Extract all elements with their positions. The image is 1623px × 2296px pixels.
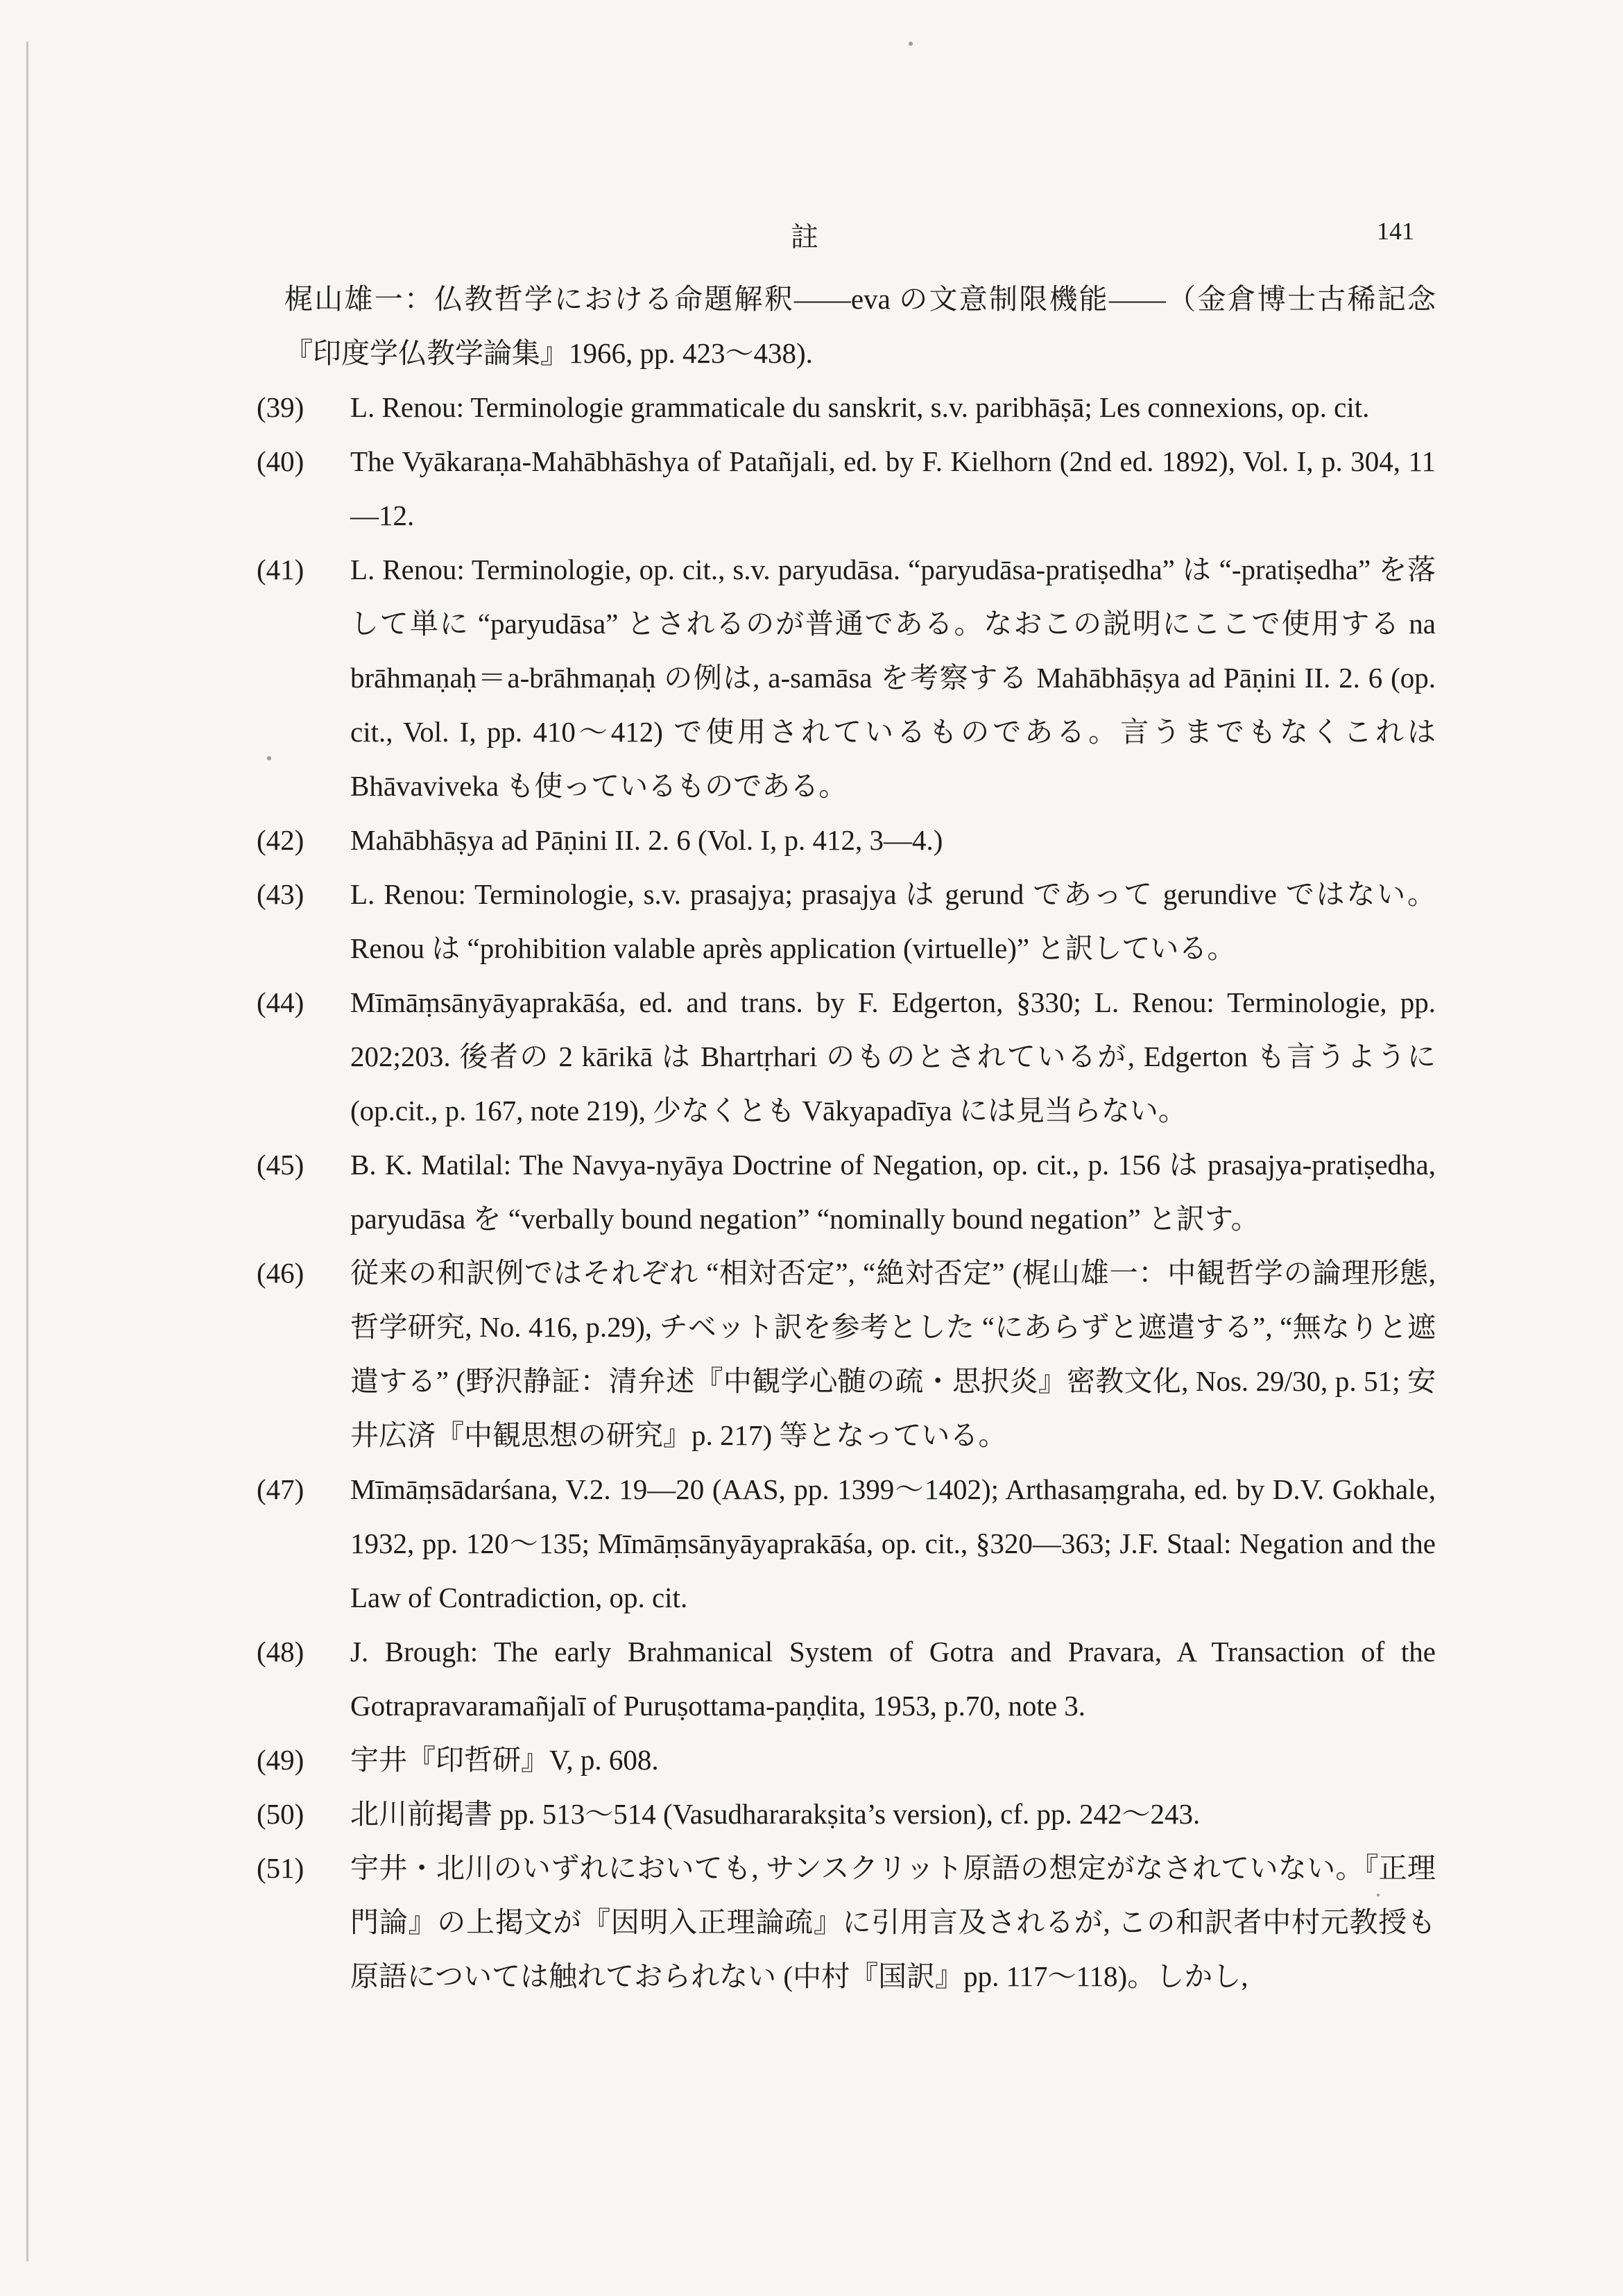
note-text: Mīmāṃsānyāyaprakāśa, ed. and trans. by F. Edgerton, §330; L. Renou: Terminologie, pp. 202;203. 後者の 2 kārikā は Bhartṛhari のものとされているが, Edgerton も言うように (op.cit., p. 167, note 219), 少なくとも Vākyapadīya には見当らない。 xyxy=(350,986,1436,1126)
note-text: 宇井『印哲研』V, p. 608. xyxy=(350,1744,659,1776)
note-38-continuation xyxy=(257,272,1436,380)
note-text: L. Renou: Terminologie, s.v. prasajya; prasajya は gerund であって gerundive ではない。Renou は “prohibition valable après application (virtuelle)” と訳している。 xyxy=(350,878,1436,964)
note-text: L. Renou: Terminologie, op. cit., s.v. paryudāsa. “paryudāsa-pratiṣedha” は “-pratiṣedha” を落して単に “paryudāsa” とされるのが普通である。なおこの説明にここで使用する na brāhmaṇaḥ＝a-brāhmaṇaḥ の例は, a-samāsa を考察する Mahābhāṣya ad Pāṇini II. 2. 6 (op. cit., Vol. I, pp. 410〜412) で使用されているものである。言うまでもなくこれは Bhāvaviveka も使っているものである。 xyxy=(350,554,1436,802)
note-text: L. Renou: Terminologie grammaticale du sanskrit, s.v. paribhāṣā; Les connexions, op. cit. xyxy=(350,391,1370,423)
note-text: 従来の和訳例ではそれぞれ “相対否定”, “絶対否定” (梶山雄一：中観哲学の論理形態, 哲学研究, No. 416, p.29), チベット訳を参考とした “にあらずと遮遣する”, “無なりと遮遣する” (野沢静証：清弁述『中観学心髄の疏・思択炎』密教文化, Nos. 29/30, p. 51; 安井広済『中観思想の研究』p. 217) 等となっている。 xyxy=(350,1257,1436,1451)
binding-edge xyxy=(26,42,28,2261)
note-number: (48) xyxy=(257,1636,304,1668)
page-header xyxy=(0,208,1623,264)
note-47 xyxy=(257,1462,1436,1625)
note-48 xyxy=(257,1625,1436,1733)
note-43 xyxy=(257,867,1436,975)
note-number: (45) xyxy=(257,1149,304,1181)
note-number: (51) xyxy=(257,1852,304,1884)
note-number: (49) xyxy=(257,1744,304,1776)
note-50 xyxy=(257,1787,1436,1841)
note-number: (46) xyxy=(257,1257,304,1289)
note-42 xyxy=(257,813,1436,867)
note-text: 宇井・北川のいずれにおいても, サンスクリット原語の想定がなされていない。『正理門論』の上掲文が『因明入正理論疏』に引用言及されるが, この和訳者中村元教授も原語については触れておられない (中村『国訳』pp. 117〜118)。しかし, xyxy=(350,1852,1436,1992)
note-number: (39) xyxy=(257,391,304,423)
note-49 xyxy=(257,1733,1436,1787)
note-46 xyxy=(257,1246,1436,1462)
note-number: (50) xyxy=(257,1798,304,1830)
scan-speck xyxy=(909,42,913,46)
note-40 xyxy=(257,434,1436,542)
note-41 xyxy=(257,542,1436,813)
note-51 xyxy=(257,1841,1436,2003)
note-44 xyxy=(257,975,1436,1138)
note-text: Mīmāṃsādarśana, V.2. 19—20 (AAS, pp. 1399〜1402); Arthasaṃgraha, ed. by D.V. Gokhale, 1932, pp. 120〜135; Mīmāṃsānyāyaprakāśa, op. cit., §320—363; J.F. Staal: Negation and the Law of Contradiction, op. cit. xyxy=(350,1473,1436,1613)
running-title: 註 xyxy=(791,221,818,252)
note-number: (41) xyxy=(257,554,304,585)
notes-list xyxy=(257,272,1436,2003)
note-number: (40) xyxy=(257,445,304,477)
scan-speck xyxy=(267,756,271,760)
note-number: (42) xyxy=(257,824,304,856)
note-45 xyxy=(257,1138,1436,1246)
note-number: (43) xyxy=(257,878,304,910)
page-number: 141 xyxy=(1377,217,1414,245)
note-text: Mahābhāṣya ad Pāṇini II. 2. 6 (Vol. I, p. 412, 3—4.) xyxy=(350,824,943,856)
note-text: 北川前掲書 pp. 513〜514 (Vasudhararakṣita’s version), cf. pp. 242〜243. xyxy=(350,1798,1201,1830)
note-text: The Vyākaraṇa-Mahābhāshya of Patañjali, ed. by F. Kielhorn (2nd ed. 1892), Vol. I, p. 304, 11—12. xyxy=(350,445,1436,531)
note-39 xyxy=(257,380,1436,434)
note-number: (47) xyxy=(257,1473,304,1505)
note-text: 梶山雄一：仏教哲学における命題解釈——eva の文意制限機能——（金倉博士古稀記念『印度学仏教学論集』1966, pp. 423〜438). xyxy=(284,283,1436,369)
scan-speck xyxy=(1377,1894,1380,1896)
note-text: J. Brough: The early Brahmanical System of Gotra and Pravara, A Transaction of the Gotrapravaramañjalī of Puruṣottama-paṇḍita, 1953, p.70, note 3. xyxy=(350,1636,1436,1722)
note-number: (44) xyxy=(257,986,304,1018)
note-text: B. K. Matilal: The Navya-nyāya Doctrine of Negation, op. cit., p. 156 は prasajya-pratiṣedha, paryudāsa を “verbally bound negation” “nominally bound negation” と訳す。 xyxy=(350,1149,1436,1235)
